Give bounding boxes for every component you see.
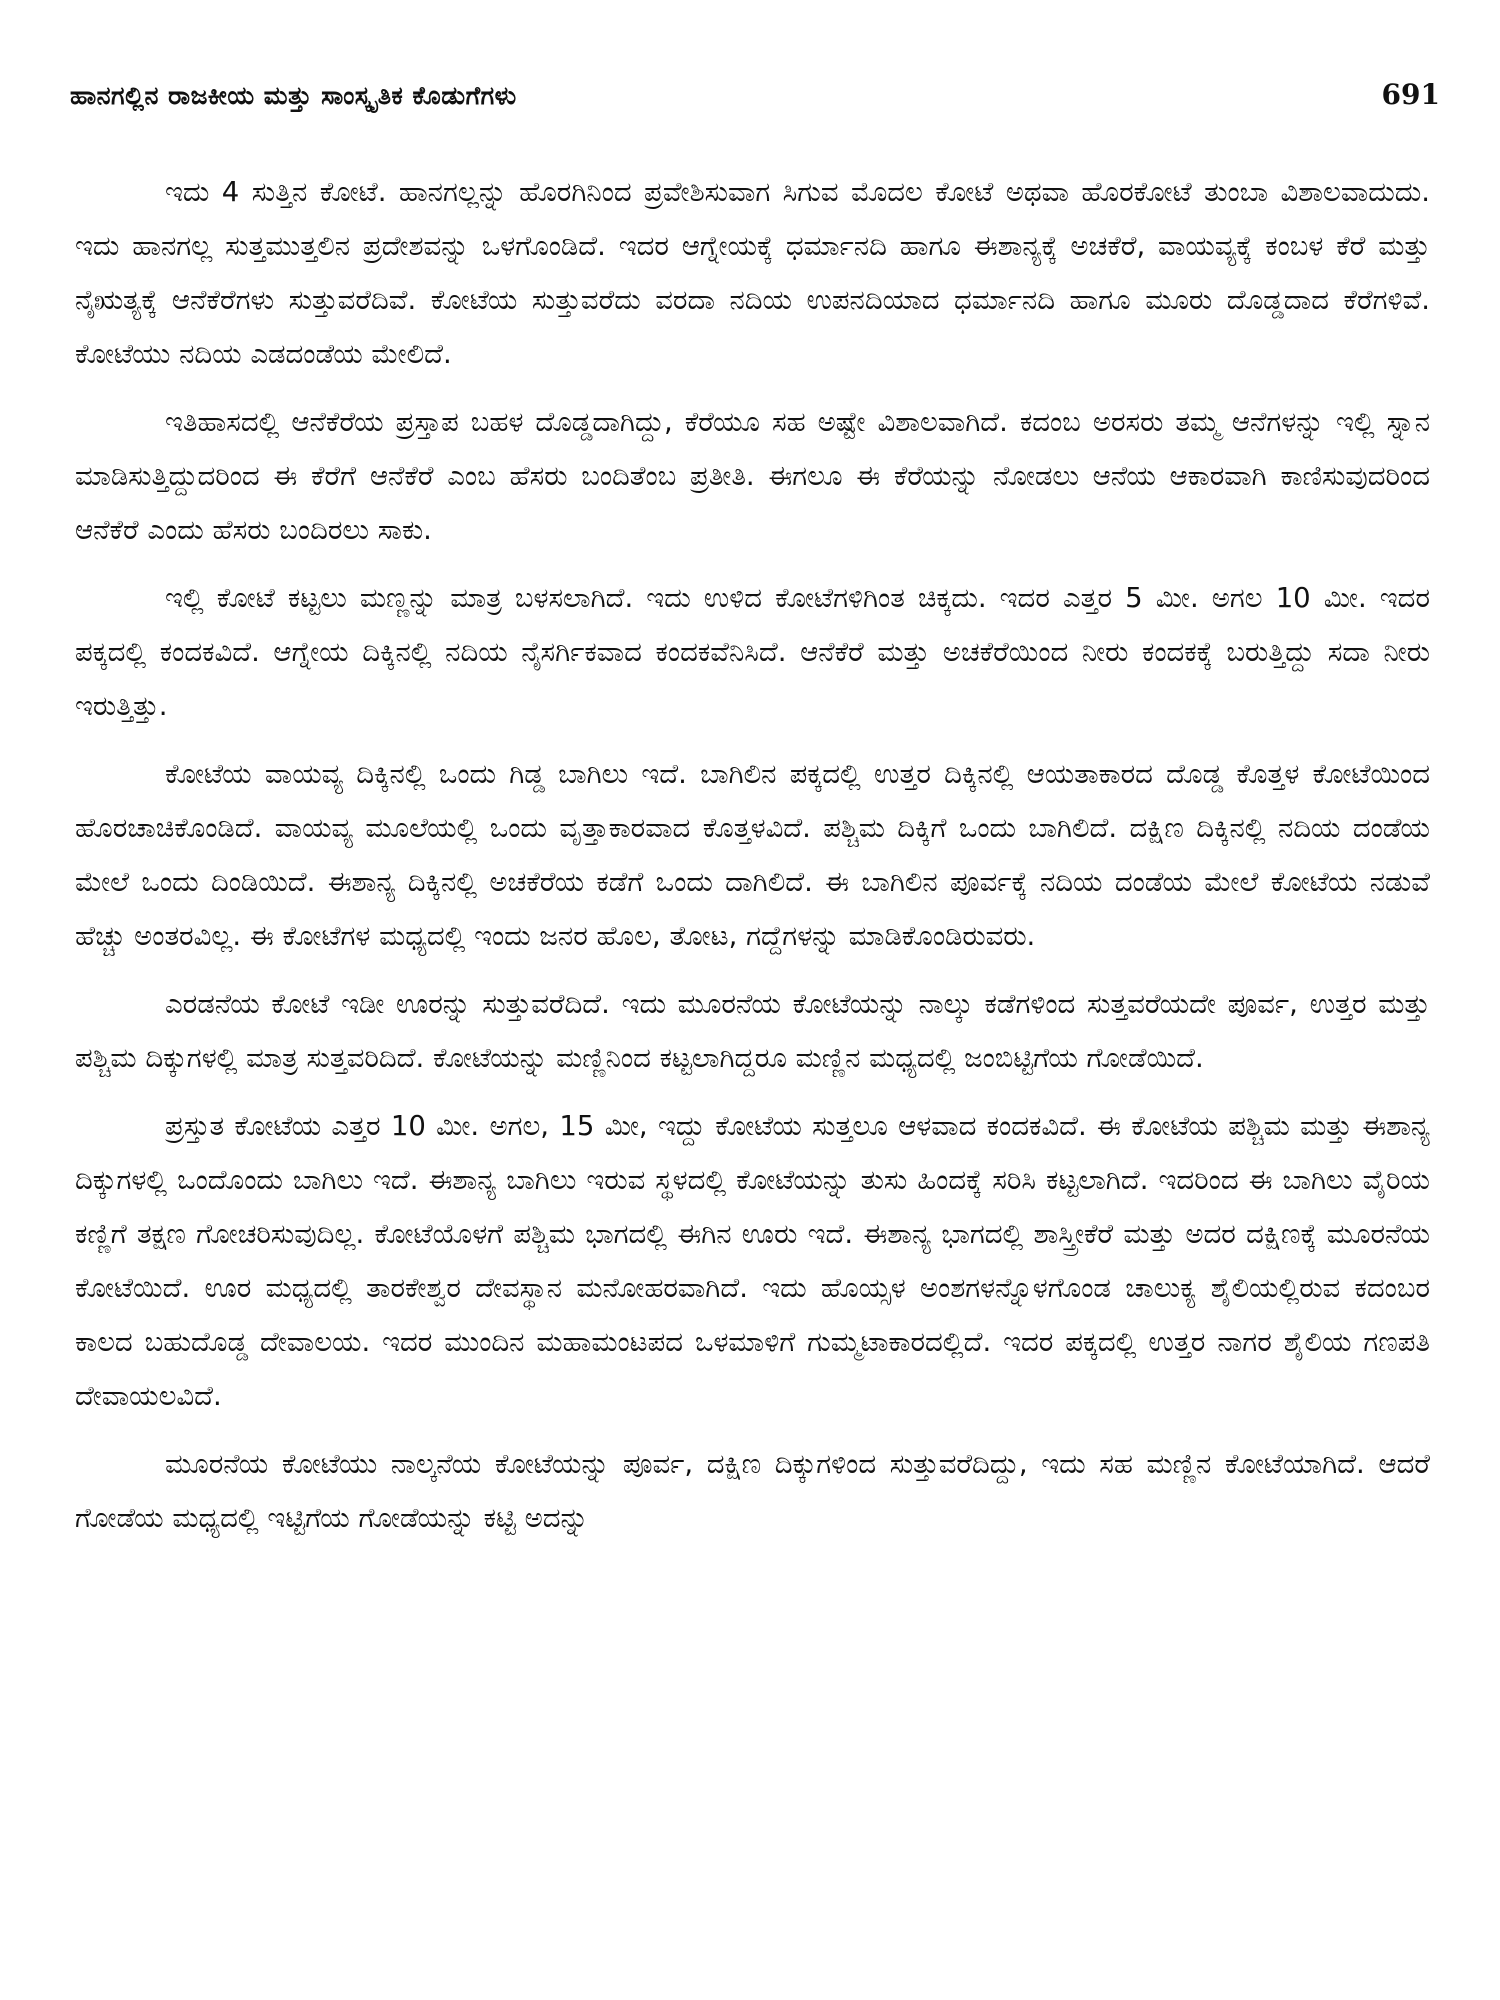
chapter-title: ಹಾನಗಲ್ಲಿನ ರಾಜಕೀಯ ಮತ್ತು ಸಾಂಸ್ಕೃತಿಕ ಕೊಡುಗೆಗಳು (70, 81, 517, 110)
page-number: 691 (1381, 78, 1440, 111)
paragraph-present-fort: ಪ್ರಸ್ತುತ ಕೋಟೆಯ ಎತ್ತರ 10 ಮೀ. ಅಗಲ, 15 ಮೀ, ಇದ್ದು ಕೋಟೆಯ ಸುತ್ತಲೂ ಆಳವಾದ ಕಂದಕವಿದೆ. ಈ ಕೋಟೆಯ ಪಶ್ಚಿಮ ಮತ್ತು ಈಶಾನ್ಯ ದಿಕ್ಕುಗಳಲ್ಲಿ ಒಂದೊಂದು ಬಾಗಿಲು ಇದೆ. ಈಶಾನ್ಯ ಬಾಗಿಲು ಇರುವ ಸ್ಥಳದಲ್ಲಿ ಕೋಟೆಯನ್ನು ತುಸು ಹಿಂದಕ್ಕೆ ಸರಿಸಿ ಕಟ್ಟಲಾಗಿದೆ. ಇದರಿಂದ ಈ ಬಾಗಿಲು ವೈರಿಯ ಕಣ್ಣಿಗೆ ತಕ್ಷಣ ಗೋಚರಿಸುವುದಿಲ್ಲ. ಕೋಟೆಯೊಳಗೆ ಪಶ್ಚಿಮ ಭಾಗದಲ್ಲಿ ಈಗಿನ ಊರು ಇದೆ. ಈಶಾನ್ಯ ಭಾಗದಲ್ಲಿ ಶಾಸ್ತ್ರೀಕೆರೆ ಮತ್ತು ಅದರ ದಕ್ಷಿಣಕ್ಕೆ ಮೂರನೆಯ ಕೋಟೆಯಿದೆ. ಊರ ಮಧ್ಯದಲ್ಲಿ ತಾರಕೇಶ್ವರ ದೇವಸ್ಥಾನ ಮನೋಹರವಾಗಿದೆ. ಇದು ಹೊಯ್ಸಳ ಅಂಶಗಳನ್ನೊಳಗೊಂಡ ಚಾಲುಕ್ಯ ಶೈಲಿಯಲ್ಲಿರುವ ಕದಂಬರ ಕಾಲದ ಬಹುದೊಡ್ಡ ದೇವಾಲಯ. ಇದರ ಮುಂದಿನ ಮಹಾಮಂಟಪದ ಒಳಮಾಳಿಗೆ ಗುಮ್ಮಟಾಕಾರದಲ್ಲಿದೆ. ಇದರ ಪಕ್ಕದಲ್ಲಿ ಉತ್ತರ ನಾಗರ ಶೈಲಿಯ ಗಣಪತಿ ದೇವಾಯಲವಿದೆ. (75, 1110, 1430, 1412)
paragraph-anekere: ಇತಿಹಾಸದಲ್ಲಿ ಆನೆಕೆರೆಯ ಪ್ರಸ್ತಾಪ ಬಹಳ ದೊಡ್ಡದಾಗಿದ್ದು, ಕೆರೆಯೂ ಸಹ ಅಷ್ಟೇ ವಿಶಾಲವಾಗಿದೆ. ಕದಂಬ ಅರಸರು ತಮ್ಮ ಆನೆಗಳನ್ನು ಇಲ್ಲಿ ಸ್ನಾನ ಮಾಡಿಸುತ್ತಿದ್ದುದರಿಂದ ಈ ಕೆರೆಗೆ ಆನೆಕೆರೆ ಎಂಬ ಹೆಸರು ಬಂದಿತೆಂಬ ಪ್ರತೀತಿ. ಈಗಲೂ ಈ ಕೆರೆಯನ್ನು ನೋಡಲು ಆನೆಯ ಆಕಾರವಾಗಿ ಕಾಣಿಸುವುದರಿಂದ ಆನೆಕೆರೆ ಎಂದು ಹೆಸರು ಬಂದಿರಲು ಸಾಕು. (75, 406, 1430, 546)
paragraph-gates: ಕೋಟೆಯ ವಾಯವ್ಯ ದಿಕ್ಕಿನಲ್ಲಿ ಒಂದು ಗಿಡ್ಡ ಬಾಗಿಲು ಇದೆ. ಬಾಗಿಲಿನ ಪಕ್ಕದಲ್ಲಿ ಉತ್ತರ ದಿಕ್ಕಿನಲ್ಲಿ ಆಯತಾಕಾರದ ದೊಡ್ಡ ಕೊತ್ತಳ ಕೋಟೆಯಿಂದ ಹೊರಚಾಚಿಕೊಂಡಿದೆ. ವಾಯವ್ಯ ಮೂಲೆಯಲ್ಲಿ ಒಂದು ವೃತ್ತಾಕಾರವಾದ ಕೊತ್ತಳವಿದೆ. ಪಶ್ಚಿಮ ದಿಕ್ಕಿಗೆ ಒಂದು ಬಾಗಿಲಿದೆ. ದಕ್ಷಿಣ ದಿಕ್ಕಿನಲ್ಲಿ ನದಿಯ ದಂಡೆಯ ಮೇಲೆ ಒಂದು ದಿಂಡಿಯಿದೆ. ಈಶಾನ್ಯ ದಿಕ್ಕಿನಲ್ಲಿ ಅಚಕೆರೆಯ ಕಡೆಗೆ ಒಂದು ದಾಗಿಲಿದೆ. ಈ ಬಾಗಿಲಿನ ಪೂರ್ವಕ್ಕೆ ನದಿಯ ದಂಡೆಯ ಮೇಲೆ ಕೋಟೆಯ ನಡುವೆ ಹೆಚ್ಚು ಅಂತರವಿಲ್ಲ. ಈ ಕೋಟೆಗಳ ಮಧ್ಯದಲ್ಲಿ ಇಂದು ಜನರ ಹೊಲ, ತೋಟ, ಗದ್ದೆಗಳನ್ನು ಮಾಡಿಕೊಂಡಿರುವರು. (75, 758, 1430, 952)
body-text (75, 165, 1430, 1545)
running-header (70, 78, 1440, 118)
paragraph-outer-fort: ಇದು 4 ಸುತ್ತಿನ ಕೋಟೆ. ಹಾನಗಲ್ಲನ್ನು ಹೊರಗಿನಿಂದ ಪ್ರವೇಶಿಸುವಾಗ ಸಿಗುವ ಮೊದಲ ಕೋಟೆ ಅಥವಾ ಹೊರಕೋಟೆ ತುಂಬಾ ವಿಶಾಲವಾದುದು. ಇದು ಹಾನಗಲ್ಲ ಸುತ್ತಮುತ್ತಲಿನ ಪ್ರದೇಶವನ್ನು ಒಳಗೊಂಡಿದೆ. ಇದರ ಆಗ್ನೇಯಕ್ಕೆ ಧರ್ಮಾನದಿ ಹಾಗೂ ಈಶಾನ್ಯಕ್ಕೆ ಅಚಕೆರೆ, ವಾಯವ್ಯಕ್ಕೆ ಕಂಬಳ ಕೆರೆ ಮತ್ತು ನೈಋತ್ಯಕ್ಕೆ ಆನೆಕೆರೆಗಳು ಸುತ್ತುವರೆದಿವೆ. ಕೋಟೆಯ ಸುತ್ತುವರೆದು ವರದಾ ನದಿಯ ಉಪನದಿಯಾದ ಧರ್ಮಾನದಿ ಹಾಗೂ ಮೂರು ದೊಡ್ಡದಾದ ಕೆರೆಗಳಿವೆ. ಕೋಟೆಯು ನದಿಯ ಎಡದಂಡೆಯ ಮೇಲಿದೆ. (75, 176, 1430, 370)
paragraph-second-fort: ಎರಡನೆಯ ಕೋಟೆ ಇಡೀ ಊರನ್ನು ಸುತ್ತುವರೆದಿದೆ. ಇದು ಮೂರನೆಯ ಕೋಟೆಯನ್ನು ನಾಲ್ಕು ಕಡೆಗಳಿಂದ ಸುತ್ತವರೆಯದೇ ಪೂರ್ವ, ಉತ್ತರ ಮತ್ತು ಪಶ್ಚಿಮ ದಿಕ್ಕುಗಳಲ್ಲಿ ಮಾತ್ರ ಸುತ್ತವರಿದಿದೆ. ಕೋಟೆಯನ್ನು ಮಣ್ಣಿನಿಂದ ಕಟ್ಟಲಾಗಿದ್ದರೂ ಮಣ್ಣಿನ ಮಧ್ಯದಲ್ಲಿ ಜಂಬಿಟ್ಟಿಗೆಯ ಗೋಡೆಯಿದೆ. (75, 988, 1430, 1074)
paragraph-mud-fort: ಇಲ್ಲಿ ಕೋಟೆ ಕಟ್ಟಲು ಮಣ್ಣನ್ನು ಮಾತ್ರ ಬಳಸಲಾಗಿದೆ. ಇದು ಉಳಿದ ಕೋಟೆಗಳಿಗಿಂತ ಚಿಕ್ಕದು. ಇದರ ಎತ್ತರ 5 ಮೀ. ಅಗಲ 10 ಮೀ. ಇದರ ಪಕ್ಕದಲ್ಲಿ ಕಂದಕವಿದೆ. ಆಗ್ನೇಯ ದಿಕ್ಕಿನಲ್ಲಿ ನದಿಯ ನೈಸರ್ಗಿಕವಾದ ಕಂದಕವೆನಿಸಿದೆ. ಆನೆಕೆರೆ ಮತ್ತು ಅಚಕೆರೆಯಿಂದ ನೀರು ಕಂದಕಕ್ಕೆ ಬರುತ್ತಿದ್ದು ಸದಾ ನೀರು ಇರುತ್ತಿತ್ತು. (75, 582, 1430, 722)
paragraph-third-fort: ಮೂರನೆಯ ಕೋಟೆಯು ನಾಲ್ಕನೆಯ ಕೋಟೆಯನ್ನು ಪೂರ್ವ, ದಕ್ಷಿಣ ದಿಕ್ಕುಗಳಿಂದ ಸುತ್ತುವರೆದಿದ್ದು, ಇದು ಸಹ ಮಣ್ಣಿನ ಕೋಟೆಯಾಗಿದೆ. ಆದರೆ ಗೋಡೆಯ ಮಧ್ಯದಲ್ಲಿ ಇಟ್ಟಿಗೆಯ ಗೋಡೆಯನ್ನು ಕಟ್ಟಿ ಅದನ್ನು (75, 1448, 1430, 1534)
